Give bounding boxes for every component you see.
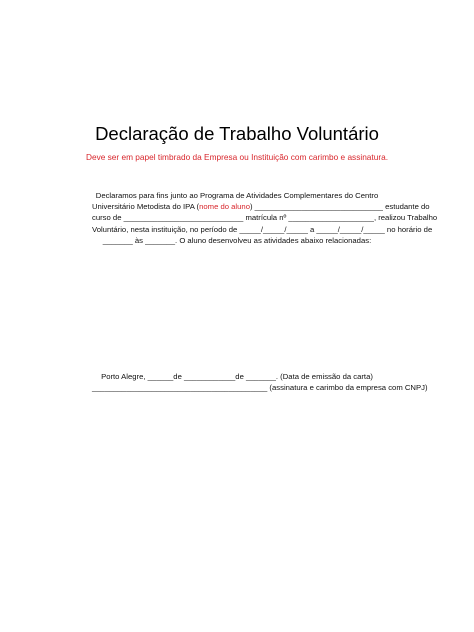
date-line: Porto Alegre, ______de ____________de _______. (Data de emissão da carta) xyxy=(101,372,373,381)
student-name-blank: ) ______________________________ estudante do xyxy=(249,202,430,212)
document-title: Declaração de Trabalho Voluntário xyxy=(95,123,379,144)
institution-text: Universitário Metodista do IPA ( xyxy=(92,202,200,212)
student-name-placeholder: nome do aluno xyxy=(199,202,250,212)
declaration-line-2 xyxy=(92,201,430,212)
letterhead-instruction: Deve ser em papel timbrado da Empresa ou Instituição com carimbo e assinatura. xyxy=(85,152,389,162)
closing-block xyxy=(92,371,428,393)
declaration-line-5: _______ às _______. O aluno desenvolveu as atividades abaixo relacionadas: xyxy=(102,235,372,245)
declaration-line-1: Declaramos para fins junto ao Programa de Atividades Complementares do Centro xyxy=(95,191,379,200)
declaration-line-4: Voluntário, nesta instituição, no período de _____/_____/_____ a _____/_____/_____ no horário de xyxy=(92,224,433,234)
declaration-paragraph xyxy=(92,190,438,246)
declaration-line-3: curso de ____________________________ matrícula nº ____________________, realizou Trabalho xyxy=(92,213,438,223)
signature-line: _________________________________________ (assinatura e carimbo da empresa com CNPJ) xyxy=(92,383,428,393)
